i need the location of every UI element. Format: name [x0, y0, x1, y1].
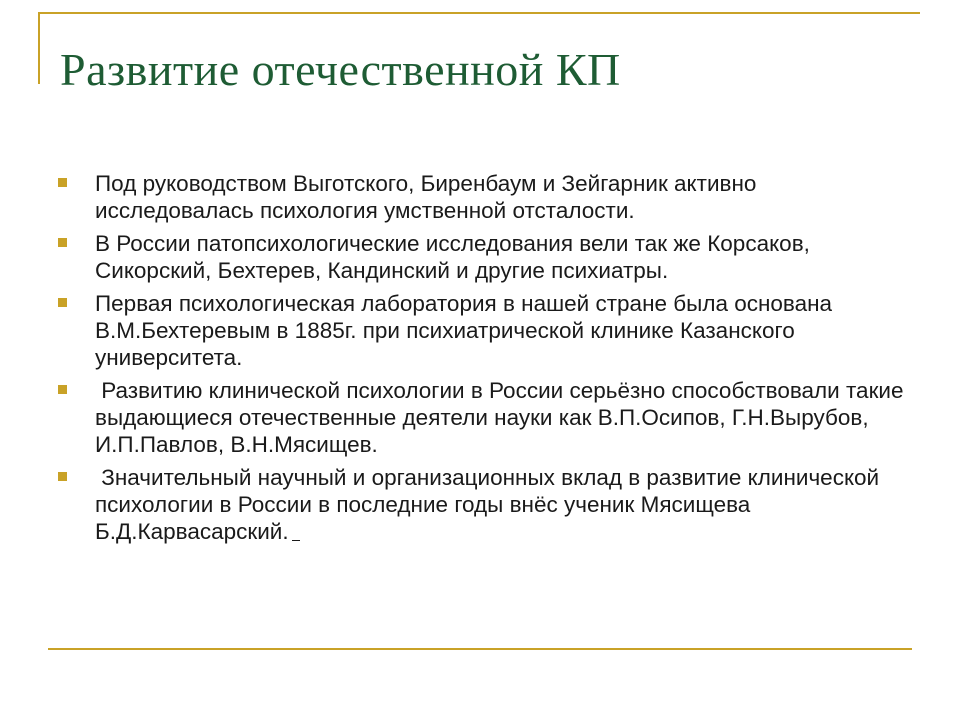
frame-bottom-line [48, 648, 912, 650]
bullet-item [58, 464, 908, 545]
bullet-list [58, 170, 908, 551]
bullet-text: В России патопсихологические исследования вели так же Корсаков, Сикорский, Бехтерев, Кандинский и другие психиатры. [95, 231, 817, 283]
text-cursor-mark [292, 539, 300, 541]
bullet-item [58, 230, 908, 284]
frame-top-line [38, 12, 920, 14]
frame-left-line [38, 12, 40, 84]
bullet-item [58, 290, 908, 371]
square-bullet-icon [58, 238, 67, 247]
slide-title: Развитие отечественной КП [60, 44, 621, 95]
square-bullet-icon [58, 178, 67, 187]
bullet-text: Первая психологическая лаборатория в нашей стране была основана В.М.Бехтеревым в 1885г. при психиатрической клинике Казанского университета. [95, 291, 839, 370]
square-bullet-icon [58, 385, 67, 394]
bullet-text: Под руководством Выготского, Биренбаум и Зейгарник активно исследовалась психология умственной отсталости. [95, 171, 763, 223]
square-bullet-icon [58, 298, 67, 307]
square-bullet-icon [58, 472, 67, 481]
bullet-item [58, 170, 908, 224]
bullet-text: Развитию клинической психологии в России серьёзно способствовали такие выдающиеся отечественные деятели науки как В.П.Осипов, Г.Н.Вырубов, И.П.Павлов, В.Н.Мясищев. [95, 378, 910, 457]
bullet-item [58, 377, 908, 458]
bullet-text: Значительный научный и организационных вклад в развитие клинической психологии в России в последние годы внёс ученик Мясищева Б.Д.Карвасарский. [95, 465, 886, 544]
